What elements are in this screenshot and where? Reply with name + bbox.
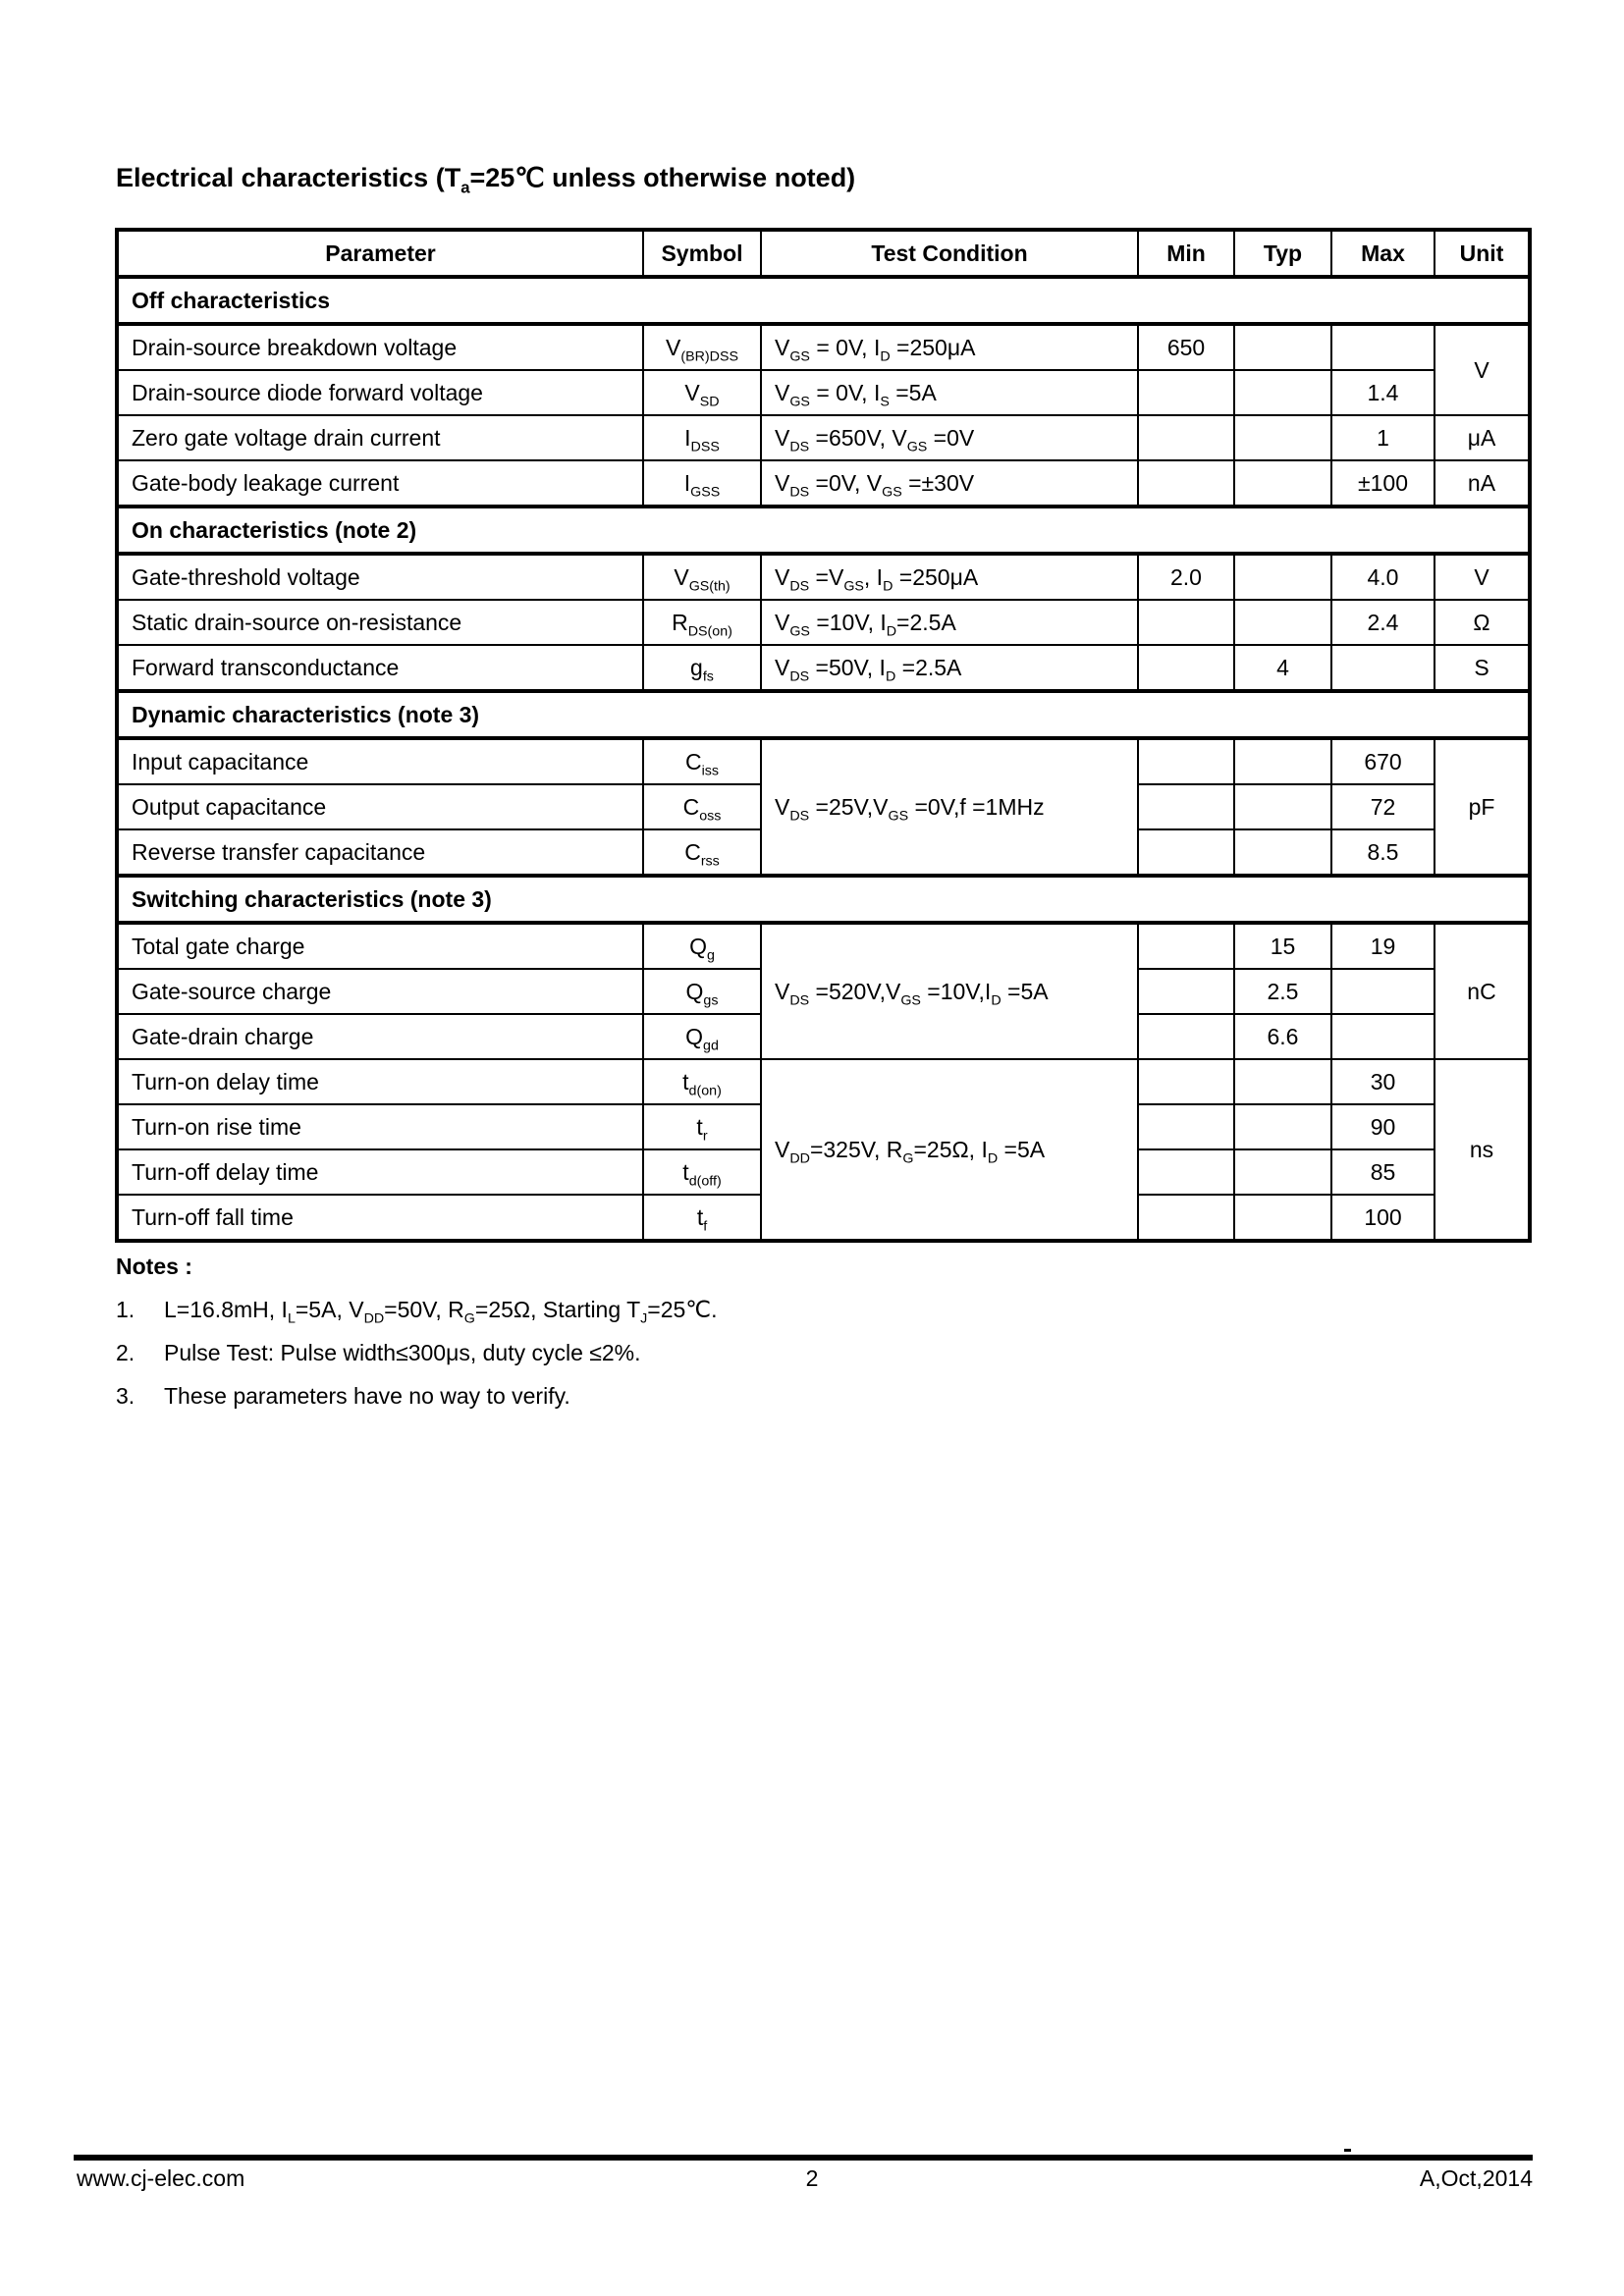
table-cell bbox=[1331, 969, 1435, 1014]
table-cell bbox=[1234, 554, 1331, 600]
section-label: Off characteristics bbox=[117, 277, 1530, 324]
table-cell bbox=[1138, 600, 1234, 645]
section-label: Switching characteristics (note 3) bbox=[117, 876, 1530, 923]
section-header-row bbox=[117, 691, 1530, 738]
table-cell bbox=[1234, 1195, 1331, 1241]
table-cell bbox=[1138, 460, 1234, 507]
table-cell bbox=[1331, 1014, 1435, 1059]
table-cell: Gate-threshold voltage bbox=[117, 554, 643, 600]
table-cell: $t_f$ bbox=[643, 1195, 761, 1241]
table-cell bbox=[1234, 738, 1331, 784]
section-header-row bbox=[117, 507, 1530, 554]
table-cell: $V_{GS(th)}$ bbox=[643, 554, 761, 600]
table-data-row bbox=[117, 1059, 1530, 1104]
table-cell: 85 bbox=[1331, 1149, 1435, 1195]
table-data-row bbox=[117, 324, 1530, 370]
column-header: Test Condition bbox=[761, 230, 1138, 277]
table-cell: $V_{DS} =25V,V_{GS} =0V,f =1MHz$ bbox=[761, 738, 1138, 876]
electrical-characteristics-table bbox=[115, 228, 1532, 1243]
table-cell: 8.5 bbox=[1331, 829, 1435, 876]
note-item bbox=[116, 1288, 718, 1331]
table-cell: Turn-off delay time bbox=[117, 1149, 643, 1195]
table-data-row bbox=[117, 600, 1530, 645]
column-header: Parameter bbox=[117, 230, 643, 277]
notes-list bbox=[116, 1288, 718, 1417]
table-cell: nC bbox=[1435, 923, 1530, 1059]
table-cell: 72 bbox=[1331, 784, 1435, 829]
column-header: Min bbox=[1138, 230, 1234, 277]
table-cell bbox=[1234, 370, 1331, 415]
table-cell: 100 bbox=[1331, 1195, 1435, 1241]
table-cell: Drain-source diode forward voltage bbox=[117, 370, 643, 415]
table-cell: 2.0 bbox=[1138, 554, 1234, 600]
table-data-row bbox=[117, 415, 1530, 460]
table-cell bbox=[1138, 1149, 1234, 1195]
table-cell: Total gate charge bbox=[117, 923, 643, 969]
table-cell: Input capacitance bbox=[117, 738, 643, 784]
table-cell: $C_{oss}$ bbox=[643, 784, 761, 829]
table-data-row bbox=[117, 370, 1530, 415]
table-cell: $t_r$ bbox=[643, 1104, 761, 1149]
table-cell: 90 bbox=[1331, 1104, 1435, 1149]
table-cell: 650 bbox=[1138, 324, 1234, 370]
notes-label: Notes : bbox=[116, 1254, 192, 1279]
table-cell: Gate-source charge bbox=[117, 969, 643, 1014]
table-cell: 19 bbox=[1331, 923, 1435, 969]
table-cell: $V_{(BR)DSS}$ bbox=[643, 324, 761, 370]
table-cell: 30 bbox=[1331, 1059, 1435, 1104]
table-cell: Turn-on delay time bbox=[117, 1059, 643, 1104]
table-cell bbox=[1234, 600, 1331, 645]
table-cell: V bbox=[1435, 554, 1530, 600]
note-text: These parameters have no way to verify. bbox=[164, 1383, 570, 1409]
table-cell: 2.4 bbox=[1331, 600, 1435, 645]
table-header-row bbox=[117, 230, 1530, 277]
column-header: Symbol bbox=[643, 230, 761, 277]
table-cell: $Q_{gd}$ bbox=[643, 1014, 761, 1059]
table-cell bbox=[1331, 324, 1435, 370]
section-label: On characteristics (note 2) bbox=[117, 507, 1530, 554]
table-cell: 4 bbox=[1234, 645, 1331, 691]
footer-website-text: www.cj-elec.com bbox=[77, 2165, 245, 2191]
table-cell: ±100 bbox=[1331, 460, 1435, 507]
table-cell: Turn-off fall time bbox=[117, 1195, 643, 1241]
table-cell: $C_{rss}$ bbox=[643, 829, 761, 876]
table-cell: $g_{fs}$ bbox=[643, 645, 761, 691]
table-cell: $V_{DD}=325V$, $R_G=25\Omega$, $I_D =5A$ bbox=[761, 1059, 1138, 1241]
table-cell bbox=[1138, 923, 1234, 969]
table-cell: Reverse transfer capacitance bbox=[117, 829, 643, 876]
note-text: L=16.8mH, $I_L=5A$, $V_{DD}=50V$, $R_G=25\Omega$, Starting $T_J=25℃$. bbox=[164, 1297, 718, 1327]
section-header-row bbox=[117, 876, 1530, 923]
column-header: Max bbox=[1331, 230, 1435, 277]
table-cell bbox=[1331, 645, 1435, 691]
table-cell: Output capacitance bbox=[117, 784, 643, 829]
note-number: 2. bbox=[116, 1340, 135, 1365]
table-cell: 15 bbox=[1234, 923, 1331, 969]
table-cell: $I_{GSS}$ bbox=[643, 460, 761, 507]
table-cell: 670 bbox=[1331, 738, 1435, 784]
table-cell: $V_{GS} =10V$, $I_D=2.5A$ bbox=[761, 600, 1138, 645]
notes-section bbox=[116, 1245, 718, 1417]
table-cell bbox=[1138, 829, 1234, 876]
table-cell bbox=[1138, 645, 1234, 691]
table-cell: Static drain-source on-resistance bbox=[117, 600, 643, 645]
table-cell: $C_{iss}$ bbox=[643, 738, 761, 784]
table-cell bbox=[1138, 784, 1234, 829]
table-data-row bbox=[117, 645, 1530, 691]
table-cell bbox=[1138, 738, 1234, 784]
table-cell: Forward transconductance bbox=[117, 645, 643, 691]
table-cell: Gate-drain charge bbox=[117, 1014, 643, 1059]
table-cell bbox=[1234, 415, 1331, 460]
table-cell bbox=[1138, 1014, 1234, 1059]
table-cell bbox=[1234, 829, 1331, 876]
table-cell: Zero gate voltage drain current bbox=[117, 415, 643, 460]
table-cell bbox=[1138, 969, 1234, 1014]
table-cell: $V_{DS} =520V,V_{GS} =10V,I_D =5A$ bbox=[761, 923, 1138, 1059]
table-cell bbox=[1234, 460, 1331, 507]
table-data-row bbox=[117, 460, 1530, 507]
table-cell: $V_{GS} = 0V$, $I_D =250\mu A$ bbox=[761, 324, 1138, 370]
table-cell: $V_{SD}$ bbox=[643, 370, 761, 415]
table-cell: $V_{GS} = 0V$, $I_S =5A$ bbox=[761, 370, 1138, 415]
table-cell: Turn-on rise time bbox=[117, 1104, 643, 1149]
table-cell: 4.0 bbox=[1331, 554, 1435, 600]
table-data-row bbox=[117, 738, 1530, 784]
section-label: Dynamic characteristics (note 3) bbox=[117, 691, 1530, 738]
page-number: 2 bbox=[805, 2165, 819, 2191]
note-text: Pulse Test: Pulse width≤300μs, duty cycle ≤2%. bbox=[164, 1340, 641, 1365]
table-cell: nA bbox=[1435, 460, 1530, 507]
table-cell: S bbox=[1435, 645, 1530, 691]
table-cell: $V_{DS} =650V$, $V_{GS} =0V$ bbox=[761, 415, 1138, 460]
table-cell: 2.5 bbox=[1234, 969, 1331, 1014]
column-header: Unit bbox=[1435, 230, 1530, 277]
table-cell: $t_{d(on)}$ bbox=[643, 1059, 761, 1104]
table-cell: 1.4 bbox=[1331, 370, 1435, 415]
table-cell: V bbox=[1435, 324, 1530, 415]
note-number: 3. bbox=[116, 1383, 135, 1409]
footer-dash-mark bbox=[1344, 2149, 1351, 2152]
table-cell: $I_{DSS}$ bbox=[643, 415, 761, 460]
table-cell bbox=[1138, 415, 1234, 460]
table-cell: $Q_g$ bbox=[643, 923, 761, 969]
note-number: 1. bbox=[116, 1297, 135, 1322]
table-cell: $V_{DS} =50V$, $I_D =2.5A$ bbox=[761, 645, 1138, 691]
table-cell bbox=[1234, 1104, 1331, 1149]
table-cell: $R_{DS(on)}$ bbox=[643, 600, 761, 645]
table-cell: Ω bbox=[1435, 600, 1530, 645]
table-cell: $t_{d(off)}$ bbox=[643, 1149, 761, 1195]
table-cell bbox=[1234, 784, 1331, 829]
table-cell bbox=[1138, 1104, 1234, 1149]
table-cell bbox=[1234, 324, 1331, 370]
table-data-row bbox=[117, 554, 1530, 600]
table-cell bbox=[1234, 1059, 1331, 1104]
page-title: Electrical characteristics ($T_a=25℃$ unless otherwise noted) bbox=[116, 163, 856, 197]
footer-divider bbox=[74, 2155, 1533, 2161]
note-item bbox=[116, 1374, 718, 1417]
table-cell: 1 bbox=[1331, 415, 1435, 460]
table-cell bbox=[1138, 1195, 1234, 1241]
table-cell: $V_{DS} =0V$, $V_{GS} =\pm 30V$ bbox=[761, 460, 1138, 507]
table-body bbox=[117, 230, 1530, 1241]
table-cell bbox=[1138, 1059, 1234, 1104]
table-data-row bbox=[117, 923, 1530, 969]
footer-revision-date: A,Oct,2014 bbox=[1419, 2165, 1533, 2191]
table-cell: μA bbox=[1435, 415, 1530, 460]
table-cell: 6.6 bbox=[1234, 1014, 1331, 1059]
table-cell: $Q_{gs}$ bbox=[643, 969, 761, 1014]
table-cell: ns bbox=[1435, 1059, 1530, 1241]
note-item bbox=[116, 1331, 718, 1374]
section-header-row bbox=[117, 277, 1530, 324]
table-cell: Gate-body leakage current bbox=[117, 460, 643, 507]
table-cell: Drain-source breakdown voltage bbox=[117, 324, 643, 370]
table-cell bbox=[1138, 370, 1234, 415]
column-header: Typ bbox=[1234, 230, 1331, 277]
table-cell bbox=[1234, 1149, 1331, 1195]
table-cell: $V_{DS} =V_{GS}$, $I_D =250\mu A$ bbox=[761, 554, 1138, 600]
table-cell: pF bbox=[1435, 738, 1530, 876]
